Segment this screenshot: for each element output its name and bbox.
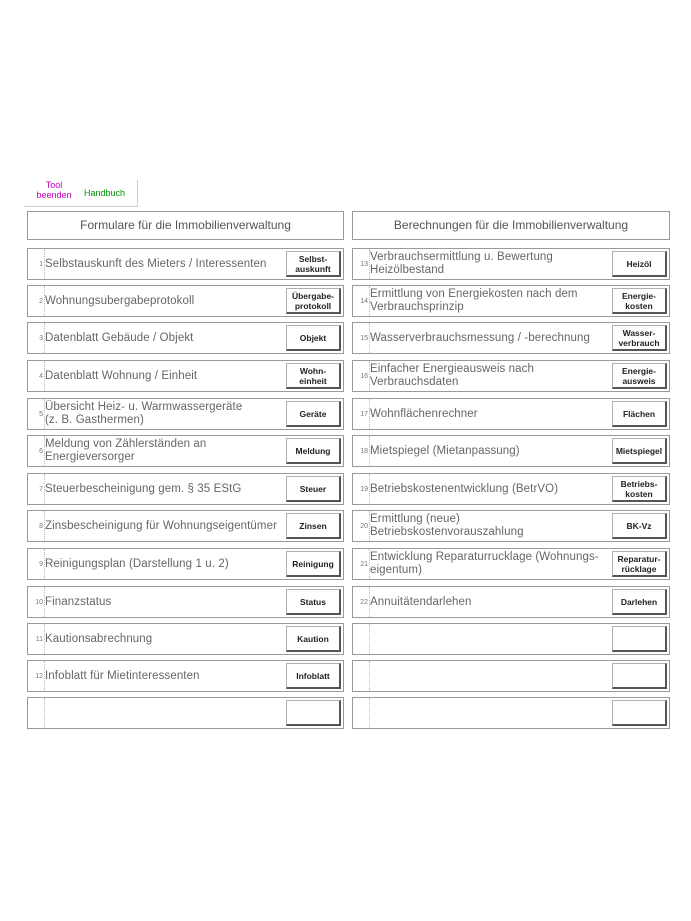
open-form-button[interactable]: Meldung [286, 438, 341, 464]
row-description: Übersicht Heiz- u. Warmwassergeräte (z. B. Gasthermen) [45, 401, 243, 426]
open-form-button[interactable]: Reinigung [286, 551, 341, 577]
row-description: Steuerbescheinigung gem. § 35 EStG [45, 482, 242, 495]
right_rows-row [352, 248, 670, 280]
row-number [356, 661, 368, 691]
row-number: 15 [360, 334, 368, 342]
row-description: Wohnflächenrechner [370, 407, 478, 420]
open-form-button[interactable]: BK-Vz [612, 513, 667, 539]
left_rows-row [27, 360, 344, 392]
row-number: 5 [39, 410, 43, 418]
row-description: Mietspiegel (Mietanpassung) [370, 444, 520, 457]
row-number [356, 698, 368, 728]
open-form-button[interactable]: Objekt [286, 325, 341, 351]
row-number [356, 624, 368, 654]
row-number: 12 [35, 672, 43, 680]
row-number: 10 [35, 598, 43, 606]
open-form-button[interactable] [612, 626, 667, 652]
right_rows-row [352, 548, 670, 580]
row-number: 4 [39, 372, 43, 380]
row-number: 13 [360, 260, 368, 268]
open-form-button[interactable]: Kaution [286, 626, 341, 652]
open-form-button[interactable]: Reparatur- rücklage [612, 551, 667, 577]
row-description: Infoblatt für Mietinteressenten [45, 669, 200, 682]
right_rows-row [352, 623, 670, 655]
left_rows-row [27, 473, 344, 505]
open-form-button[interactable]: Mietspiegel [612, 438, 667, 464]
row-number: 7 [39, 485, 43, 493]
forms-column-header: Formulare für die Immobilienverwaltung [27, 211, 344, 240]
row-description: Einfacher Energieausweis nach Verbrauchsdaten [370, 363, 534, 388]
row-description: Datenblatt Gebäude / Objekt [45, 331, 194, 344]
open-form-button[interactable]: Steuer [286, 476, 341, 502]
row-description: Wohnungsubergabeprotokoll [45, 294, 195, 307]
open-form-button[interactable]: Zinsen [286, 513, 341, 539]
handbuch-button[interactable]: Handbuch [84, 188, 126, 198]
row-number: 11 [35, 635, 43, 643]
row-description [370, 698, 607, 728]
tool-beenden-button[interactable]: Tool beenden [36, 180, 72, 200]
right_rows-row [352, 510, 670, 542]
open-form-button[interactable]: Darlehen [612, 589, 667, 615]
open-form-button[interactable]: Energie- ausweis [612, 363, 667, 389]
left_rows-row [27, 248, 344, 280]
left_rows-row [27, 510, 344, 542]
row-number: 3 [39, 334, 43, 342]
open-form-button[interactable] [612, 663, 667, 689]
row-number: 20 [360, 522, 368, 530]
open-form-button[interactable]: Wohn- einheit [286, 363, 341, 389]
open-form-button[interactable]: Heizöl [612, 251, 667, 277]
row-number: 14 [360, 297, 368, 305]
open-form-button[interactable]: Wasser- verbrauch [612, 325, 667, 351]
row-description: Entwicklung Reparaturrucklage (Wohnungs- eigentum) [370, 551, 599, 576]
row-description: Kautionsabrechnung [45, 632, 153, 645]
row-description: Meldung von Zählerständen an Energieversorger [45, 438, 207, 463]
row-number: 16 [360, 372, 368, 380]
row-number [31, 698, 43, 728]
row-description [370, 661, 607, 691]
row-description: Selbstauskunft des Mieters / Interessenten [45, 257, 267, 270]
left_rows-row [27, 660, 344, 692]
row-number: 8 [39, 522, 43, 530]
right_rows-row [352, 435, 670, 467]
row-number: 18 [360, 447, 368, 455]
open-form-button[interactable]: Flächen [612, 401, 667, 427]
row-description: Zinsbescheinigung für Wohnungseigentümer [45, 519, 278, 532]
right_rows-row [352, 660, 670, 692]
left_rows-row [27, 586, 344, 618]
open-form-button[interactable] [286, 700, 341, 726]
row-description: Reinigungsplan (Darstellung 1 u. 2) [45, 557, 229, 570]
left_rows-row [27, 623, 344, 655]
row-description: Finanzstatus [45, 595, 112, 608]
row-description: Wasserverbrauchsmessung / -berechnung [370, 331, 590, 344]
row-description: Annuitätendarlehen [370, 595, 472, 608]
row-number: 19 [360, 485, 368, 493]
row-number: 2 [39, 297, 43, 305]
open-form-button[interactable]: Selbst- auskunft [286, 251, 341, 277]
open-form-button[interactable]: Übergabe- protokoll [286, 288, 341, 314]
row-number: 9 [39, 560, 43, 568]
row-description: Verbrauchsermittlung u. Bewertung Heizölbestand [370, 251, 553, 276]
right_rows-row [352, 398, 670, 430]
calculations-column-header: Berechnungen für die Immobilienverwaltung [352, 211, 670, 240]
row-number: 21 [360, 560, 368, 568]
right_rows-row [352, 586, 670, 618]
row-description [370, 624, 607, 654]
left_rows-row [27, 398, 344, 430]
open-form-button[interactable]: Energie- kosten [612, 288, 667, 314]
row-description: Betriebskostenentwicklung (BetrVO) [370, 482, 559, 495]
open-form-button[interactable] [612, 700, 667, 726]
right_rows-row [352, 360, 670, 392]
open-form-button[interactable]: Geräte [286, 401, 341, 427]
row-number: 22 [360, 598, 368, 606]
right_rows-row [352, 285, 670, 317]
left_rows-row [27, 697, 344, 729]
right_rows-row [352, 473, 670, 505]
row-description: Ermittlung (neue) Betriebskostenvorauszahlung [370, 513, 524, 538]
row-number: 1 [39, 260, 43, 268]
row-description [45, 698, 281, 728]
left_rows-row [27, 285, 344, 317]
left_rows-row [27, 548, 344, 580]
left_rows-row [27, 322, 344, 354]
row-description: Ermittlung von Energiekosten nach dem Verbrauchsprinzip [370, 288, 578, 313]
open-form-button[interactable]: Status [286, 589, 341, 615]
row-number: 17 [360, 410, 368, 418]
right_rows-row [352, 697, 670, 729]
open-form-button[interactable]: Infoblatt [286, 663, 341, 689]
open-form-button[interactable]: Betriebs- kosten [612, 476, 667, 502]
row-number: 6 [39, 447, 43, 455]
row-description: Datenblatt Wohnung / Einheit [45, 369, 198, 382]
left_rows-row [27, 435, 344, 467]
toolbar [24, 180, 138, 207]
right_rows-row [352, 322, 670, 354]
